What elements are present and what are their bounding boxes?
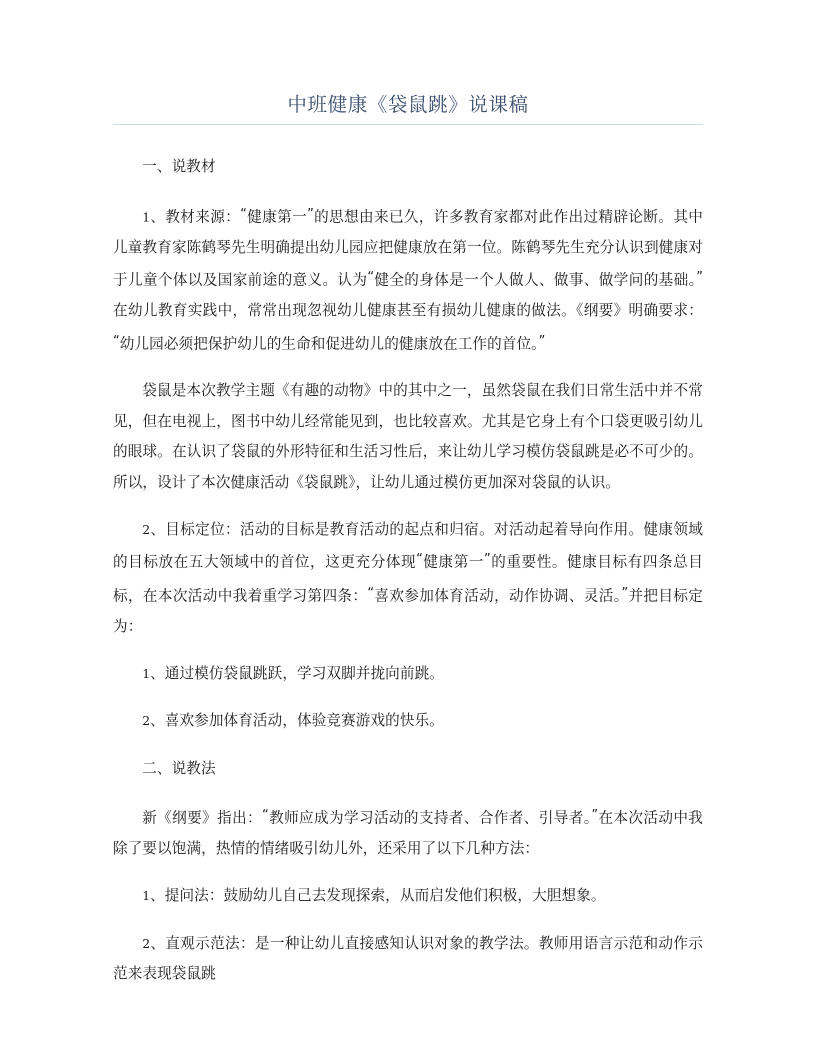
paragraph-textbook-source-rest2: 在幼儿教育实践中，常常出现忽视幼儿健康甚至有损幼儿健康的做法。《纲要》明确要求： (113, 302, 703, 320)
goal-item-1 (113, 659, 703, 690)
section-heading-2-text: 二、说教法 (142, 759, 216, 777)
paragraph-goal-setting-rest2: 并把目标定为： (113, 587, 703, 635)
quoted-phrase-3: 幼儿园必须把保护幼儿的生命和促进幼儿的健康放在工作的首位。 (119, 335, 539, 353)
quote-close: ” (696, 270, 703, 286)
title-block (113, 92, 703, 125)
paragraph-kangaroo-theme (113, 376, 703, 498)
quoted-phrase-2: 健全的身体是一个人做人、做事、做学问的基础。 (374, 271, 697, 289)
paragraph-teaching-method-lead: 新《纲要》指出： (142, 809, 263, 827)
paragraph-textbook-source-rest: 的思想由来已久，许多教育家都对此作出过精辟论断。其中儿童教育家陈鹤琴先生明确提出幼儿园应把健康放在第一位。陈鹤琴先生充分认识到健康对于儿童个体以及国家前途的意义。认为 (113, 208, 703, 289)
quoted-phrase-1: 健康第一 (246, 208, 308, 226)
method-item-1-text: 、提问法：鼓励幼儿自己去发现探索，从而启发他们积极，大胆想象。 (150, 887, 606, 905)
paragraph-teaching-method-intro (113, 801, 703, 865)
quote-close: ” (591, 808, 599, 824)
quote-open: “ (113, 333, 120, 349)
method-item-2 (113, 929, 703, 990)
paragraph-goal-setting-rest: 的重要性。健康目标有四条总目标，在本次活动中我着重学习第四条： (113, 554, 703, 605)
quote-close: ” (538, 333, 546, 349)
quote-open: “ (367, 270, 375, 286)
quoted-phrase-4: 健康第一 (422, 554, 485, 571)
goal-item-1-text: 、通过模仿袋鼠跳跃，学习双脚并拢向前跳。 (150, 664, 444, 682)
method-item-2-text: 、直观示范法：是一种让幼儿直接感知认识对象的教学法。教师用语言示范和动作示范来表现袋鼠跳 (113, 934, 703, 983)
paragraph-goal-setting-lead: 、目标定位：活动的目标是教育活动的起点和归宿。对活动起着导向作用。健康领域的目标放在五大领域中的首位，这更充分体现 (113, 520, 703, 571)
list-marker: 2 (142, 521, 151, 537)
section-heading-1 (113, 152, 703, 183)
quote-close: ” (307, 206, 314, 222)
list-marker: 2 (142, 935, 151, 951)
title-divider (113, 124, 703, 125)
section-heading-2 (113, 754, 703, 785)
quote-close: ” (484, 552, 491, 568)
quote-open: “ (262, 808, 269, 824)
list-marker: 2 (142, 713, 151, 729)
quoted-phrase-6: 教师应成为学习活动的支持者、合作者、引导者。 (268, 809, 592, 827)
paragraph-kangaroo-theme-text: 袋鼠是本次教学主题《有趣的动物》中的其中之一，虽然袋鼠在我们日常生活中并不常见，但在电视上，图书中幼儿经常能见到，也比较喜欢。尤其是它身上有个口袋更吸引幼儿的眼球。在认识了袋鼠的外形特征和生活习性后，来让幼儿学习模仿袋鼠跳是必不可少的。所以，设计了本次健康活动《袋鼠跳》，让幼儿通过模仿更加深对袋鼠的认识。 (113, 382, 703, 491)
goal-item-2 (113, 706, 703, 737)
section-heading-1-text: 一、说教材 (142, 158, 216, 175)
paragraph-textbook-source-lead: 、教材来源： (150, 208, 241, 226)
list-marker: 1 (142, 209, 151, 225)
page-title: 中班健康《袋鼠跳》说课稿 (287, 93, 529, 116)
quote-open: “ (416, 552, 423, 568)
paragraph-textbook-source (113, 200, 703, 360)
quote-close: ” (621, 585, 629, 601)
paragraph-goal-setting (113, 515, 703, 642)
paragraph-teaching-method-rest: 在本次活动中我除了要以饱满，热情的情绪吸引幼儿外，还采用了以下几种方法： (113, 809, 703, 858)
quote-open: “ (367, 585, 375, 601)
method-item-1 (113, 881, 703, 912)
quote-open: “ (240, 206, 247, 222)
quoted-phrase-5: 喜欢参加体育活动，动作协调、灵活。 (374, 587, 622, 605)
list-marker: 1 (142, 888, 151, 904)
list-marker: 1 (142, 665, 151, 681)
goal-item-2-text: 、喜欢参加体育活动，体验竞赛游戏的快乐。 (150, 712, 444, 730)
document-body (113, 152, 703, 1007)
